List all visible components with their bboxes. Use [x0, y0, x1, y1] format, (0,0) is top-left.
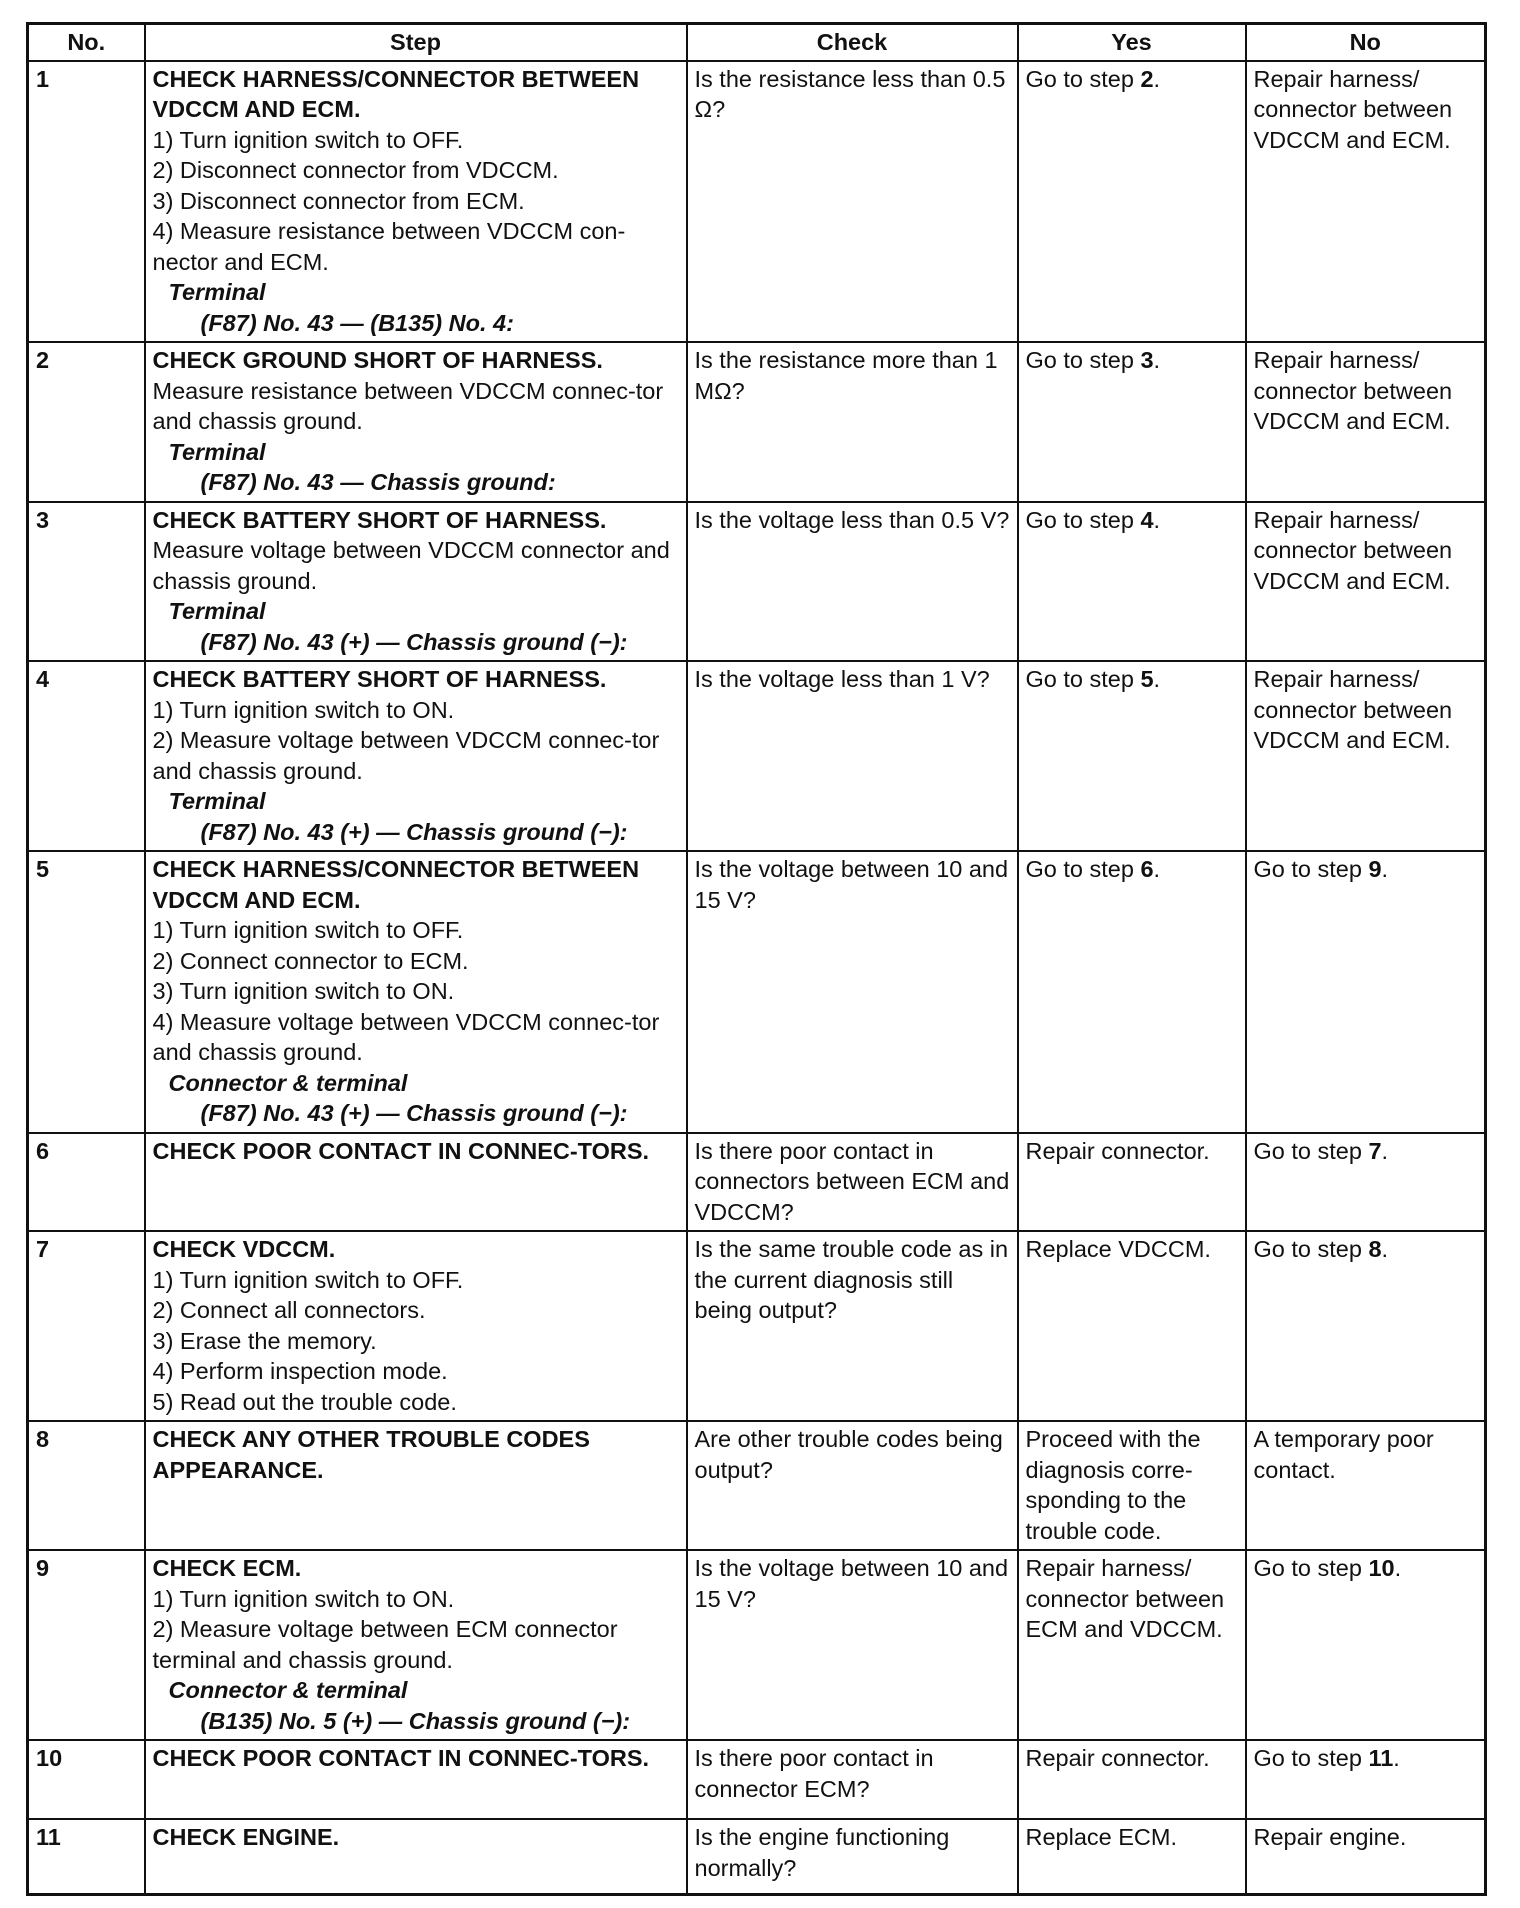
check-cell: Are other trouble codes being output? — [687, 1421, 1018, 1550]
check-cell: Is the resistance less than 0.5 Ω? — [687, 61, 1018, 343]
step-number: 11 — [28, 1819, 145, 1894]
check-cell: Is the voltage less than 1 V? — [687, 661, 1018, 851]
step-instruction: 3) Erase the memory. — [152, 1327, 377, 1354]
step-instruction: 4) Measure resistance between VDCCM con-nector and ECM. — [152, 218, 626, 275]
step-cell — [145, 61, 687, 343]
yes-cell — [1018, 661, 1246, 851]
yes-suffix: . — [1153, 856, 1161, 882]
no-step-number: 8 — [1368, 1236, 1382, 1262]
step-title: CHECK BATTERY SHORT OF HARNESS. — [152, 506, 607, 533]
yes-text: Replace ECM. — [1025, 1824, 1177, 1850]
step-instruction: 1) Turn ignition switch to OFF. — [152, 1266, 464, 1293]
table-row — [28, 61, 1486, 343]
no-cell — [1246, 61, 1486, 343]
step-cell — [145, 1421, 687, 1550]
check-cell: Is the engine functioning normally? — [687, 1819, 1018, 1894]
no-cell — [1246, 1819, 1486, 1894]
step-title: CHECK ECM. — [152, 1555, 302, 1581]
no-cell — [1246, 851, 1486, 1133]
no-cell — [1246, 342, 1486, 502]
header-row — [28, 24, 1486, 61]
yes-cell — [1018, 1421, 1246, 1550]
table-row — [28, 1819, 1486, 1894]
step-cell — [145, 342, 687, 502]
check-cell: Is the voltage between 10 and 15 V? — [687, 851, 1018, 1133]
header-step: Step — [145, 24, 687, 61]
terminal-label: Terminal — [168, 279, 266, 305]
no-text: A temporary poor contact. — [1253, 1426, 1434, 1483]
yes-step-number: 2 — [1140, 65, 1154, 92]
step-instruction: 1) Turn ignition switch to ON. — [152, 696, 455, 723]
yes-text: Repair connector. — [1025, 1745, 1210, 1771]
step-number: 6 — [28, 1133, 145, 1232]
step-cell — [145, 661, 687, 851]
yes-cell — [1018, 1819, 1246, 1894]
step-cell — [145, 1740, 687, 1819]
yes-cell — [1018, 1133, 1246, 1232]
no-suffix: . — [1393, 1745, 1400, 1771]
no-step-number: 10 — [1368, 1555, 1395, 1581]
step-number: 8 — [28, 1421, 145, 1550]
no-suffix: . — [1381, 856, 1389, 882]
header-no-column: No — [1246, 24, 1486, 61]
check-cell: Is the voltage between 10 and 15 V? — [687, 1550, 1018, 1740]
step-cell — [145, 1550, 687, 1740]
yes-cell — [1018, 1740, 1246, 1819]
check-cell: Is the resistance more than 1 MΩ? — [687, 342, 1018, 502]
no-cell — [1246, 502, 1486, 662]
no-cell — [1246, 1550, 1486, 1740]
table-body — [28, 61, 1486, 1895]
step-instruction: 1) Turn ignition switch to OFF. — [152, 126, 464, 153]
diagnosis-table — [26, 22, 1487, 1896]
step-title: CHECK POOR CONTACT IN CONNEC-TORS. — [152, 1137, 650, 1164]
terminal-label: Terminal — [168, 598, 266, 624]
terminal-value: (B135) No. 5 (+) — Chassis ground (−): — [200, 1707, 631, 1734]
step-instruction: 1) Turn ignition switch to OFF. — [152, 917, 464, 943]
step-instruction: 2) Connect all connectors. — [152, 1297, 426, 1323]
yes-text: Replace VDCCM. — [1025, 1236, 1211, 1262]
yes-step-number: 3 — [1140, 347, 1154, 373]
no-text: Go to step — [1253, 1555, 1369, 1581]
yes-text: Go to step — [1025, 856, 1141, 882]
no-suffix: . — [1394, 1555, 1402, 1581]
header-yes: Yes — [1018, 24, 1246, 61]
terminal-value: (F87) No. 43 — Chassis ground: — [200, 469, 556, 495]
step-instruction: 3) Turn ignition switch to ON. — [152, 978, 455, 1004]
no-cell — [1246, 1740, 1486, 1819]
header-no: No. — [28, 24, 145, 61]
no-suffix: . — [1381, 1137, 1389, 1164]
table-row — [28, 661, 1486, 851]
terminal-label: Connector & terminal — [168, 1069, 408, 1096]
yes-text: Go to step — [1025, 666, 1141, 692]
step-title: CHECK HARNESS/CONNECTOR BETWEEN VDCCM AND ECM. — [152, 65, 640, 122]
table-row — [28, 1740, 1486, 1819]
step-number: 2 — [28, 342, 145, 502]
yes-cell — [1018, 1550, 1246, 1740]
step-instruction: 5) Read out the trouble code. — [152, 1388, 457, 1415]
step-cell — [145, 1819, 687, 1894]
step-instruction: Measure resistance between VDCCM connec-tor and chassis ground. — [152, 377, 664, 434]
yes-suffix: . — [1153, 666, 1161, 692]
step-cell — [145, 502, 687, 662]
yes-cell — [1018, 342, 1246, 502]
no-text: Repair engine. — [1253, 1824, 1407, 1850]
yes-text: Go to step — [1025, 65, 1141, 92]
step-cell — [145, 1231, 687, 1421]
check-cell: Is the voltage less than 0.5 V? — [687, 502, 1018, 662]
step-number: 3 — [28, 502, 145, 662]
terminal-label: Connector & terminal — [168, 1677, 408, 1703]
yes-text: Repair connector. — [1025, 1137, 1210, 1164]
no-step-number: 9 — [1368, 856, 1382, 882]
table-row — [28, 1421, 1486, 1550]
no-text: Repair harness/ connector between VDCCM and ECM. — [1253, 347, 1453, 434]
table-row — [28, 342, 1486, 502]
yes-suffix: . — [1153, 506, 1161, 533]
step-number: 10 — [28, 1740, 145, 1819]
step-instruction: 2) Measure voltage between VDCCM connec-tor and chassis ground. — [152, 727, 660, 784]
no-step-number: 7 — [1368, 1137, 1382, 1164]
no-cell — [1246, 1133, 1486, 1232]
step-title: CHECK HARNESS/CONNECTOR BETWEEN VDCCM AND ECM. — [152, 856, 640, 913]
no-cell — [1246, 661, 1486, 851]
table-row — [28, 851, 1486, 1133]
terminal-value: (F87) No. 43 (+) — Chassis ground (−): — [200, 628, 628, 655]
step-number: 7 — [28, 1231, 145, 1421]
yes-step-number: 4 — [1140, 506, 1154, 533]
yes-suffix: . — [1153, 347, 1161, 373]
no-cell — [1246, 1421, 1486, 1550]
yes-cell — [1018, 502, 1246, 662]
step-instruction: 2) Measure voltage between ECM connector terminal and chassis ground. — [152, 1616, 618, 1673]
step-number: 5 — [28, 851, 145, 1133]
yes-cell — [1018, 61, 1246, 343]
yes-text: Proceed with the diagnosis corre-sponding to the trouble code. — [1025, 1426, 1201, 1544]
yes-cell — [1018, 1231, 1246, 1421]
yes-text: Repair harness/ connector between ECM and VDCCM. — [1025, 1555, 1225, 1642]
no-step-number: 11 — [1368, 1745, 1394, 1771]
step-number: 1 — [28, 61, 145, 343]
step-title: CHECK ENGINE. — [152, 1824, 340, 1850]
yes-step-number: 5 — [1140, 666, 1154, 692]
yes-text: Go to step — [1025, 506, 1141, 533]
yes-suffix: . — [1153, 65, 1161, 92]
step-title: CHECK POOR CONTACT IN CONNEC-TORS. — [152, 1745, 650, 1771]
terminal-label: Terminal — [168, 438, 266, 465]
yes-text: Go to step — [1025, 347, 1141, 373]
step-title: CHECK BATTERY SHORT OF HARNESS. — [152, 666, 607, 692]
yes-step-number: 6 — [1140, 856, 1154, 882]
terminal-value: (F87) No. 43 (+) — Chassis ground (−): — [200, 1100, 628, 1126]
terminal-label: Terminal — [168, 788, 266, 814]
table-row — [28, 1133, 1486, 1232]
yes-cell — [1018, 851, 1246, 1133]
step-instruction: Measure voltage between VDCCM connector and chassis ground. — [152, 537, 670, 594]
step-instruction: 3) Disconnect connector from ECM. — [152, 187, 525, 214]
step-number: 9 — [28, 1550, 145, 1740]
no-text: Repair harness/ connector between VDCCM and ECM. — [1253, 65, 1453, 153]
no-text: Go to step — [1253, 1236, 1369, 1262]
terminal-value: (F87) No. 43 — (B135) No. 4: — [200, 309, 514, 336]
terminal-value: (F87) No. 43 (+) — Chassis ground (−): — [200, 818, 628, 845]
step-title: CHECK VDCCM. — [152, 1236, 336, 1262]
no-text: Go to step — [1253, 1137, 1369, 1164]
step-title: CHECK ANY OTHER TROUBLE CODES APPEARANCE. — [152, 1426, 590, 1483]
table-row — [28, 502, 1486, 662]
no-text: Repair harness/ connector between VDCCM and ECM. — [1253, 666, 1453, 753]
step-title: CHECK GROUND SHORT OF HARNESS. — [152, 347, 603, 373]
no-text: Go to step — [1253, 856, 1369, 882]
step-cell — [145, 851, 687, 1133]
check-cell: Is the same trouble code as in the current diagnosis still being output? — [687, 1231, 1018, 1421]
no-cell — [1246, 1231, 1486, 1421]
check-cell: Is there poor contact in connectors between ECM and VDCCM? — [687, 1133, 1018, 1232]
step-instruction: 2) Connect connector to ECM. — [152, 947, 469, 974]
no-text: Repair harness/ connector between VDCCM and ECM. — [1253, 506, 1453, 594]
step-instruction: 4) Measure voltage between VDCCM connec-tor and chassis ground. — [152, 1008, 660, 1065]
table-row — [28, 1550, 1486, 1740]
step-number: 4 — [28, 661, 145, 851]
step-instruction: 2) Disconnect connector from VDCCM. — [152, 157, 559, 183]
step-instruction: 4) Perform inspection mode. — [152, 1358, 448, 1384]
step-cell — [145, 1133, 687, 1232]
table-row — [28, 1231, 1486, 1421]
check-cell: Is there poor contact in connector ECM? — [687, 1740, 1018, 1819]
header-check: Check — [687, 24, 1018, 61]
no-text: Go to step — [1253, 1745, 1369, 1771]
no-suffix: . — [1381, 1236, 1389, 1262]
step-instruction: 1) Turn ignition switch to ON. — [152, 1585, 455, 1612]
